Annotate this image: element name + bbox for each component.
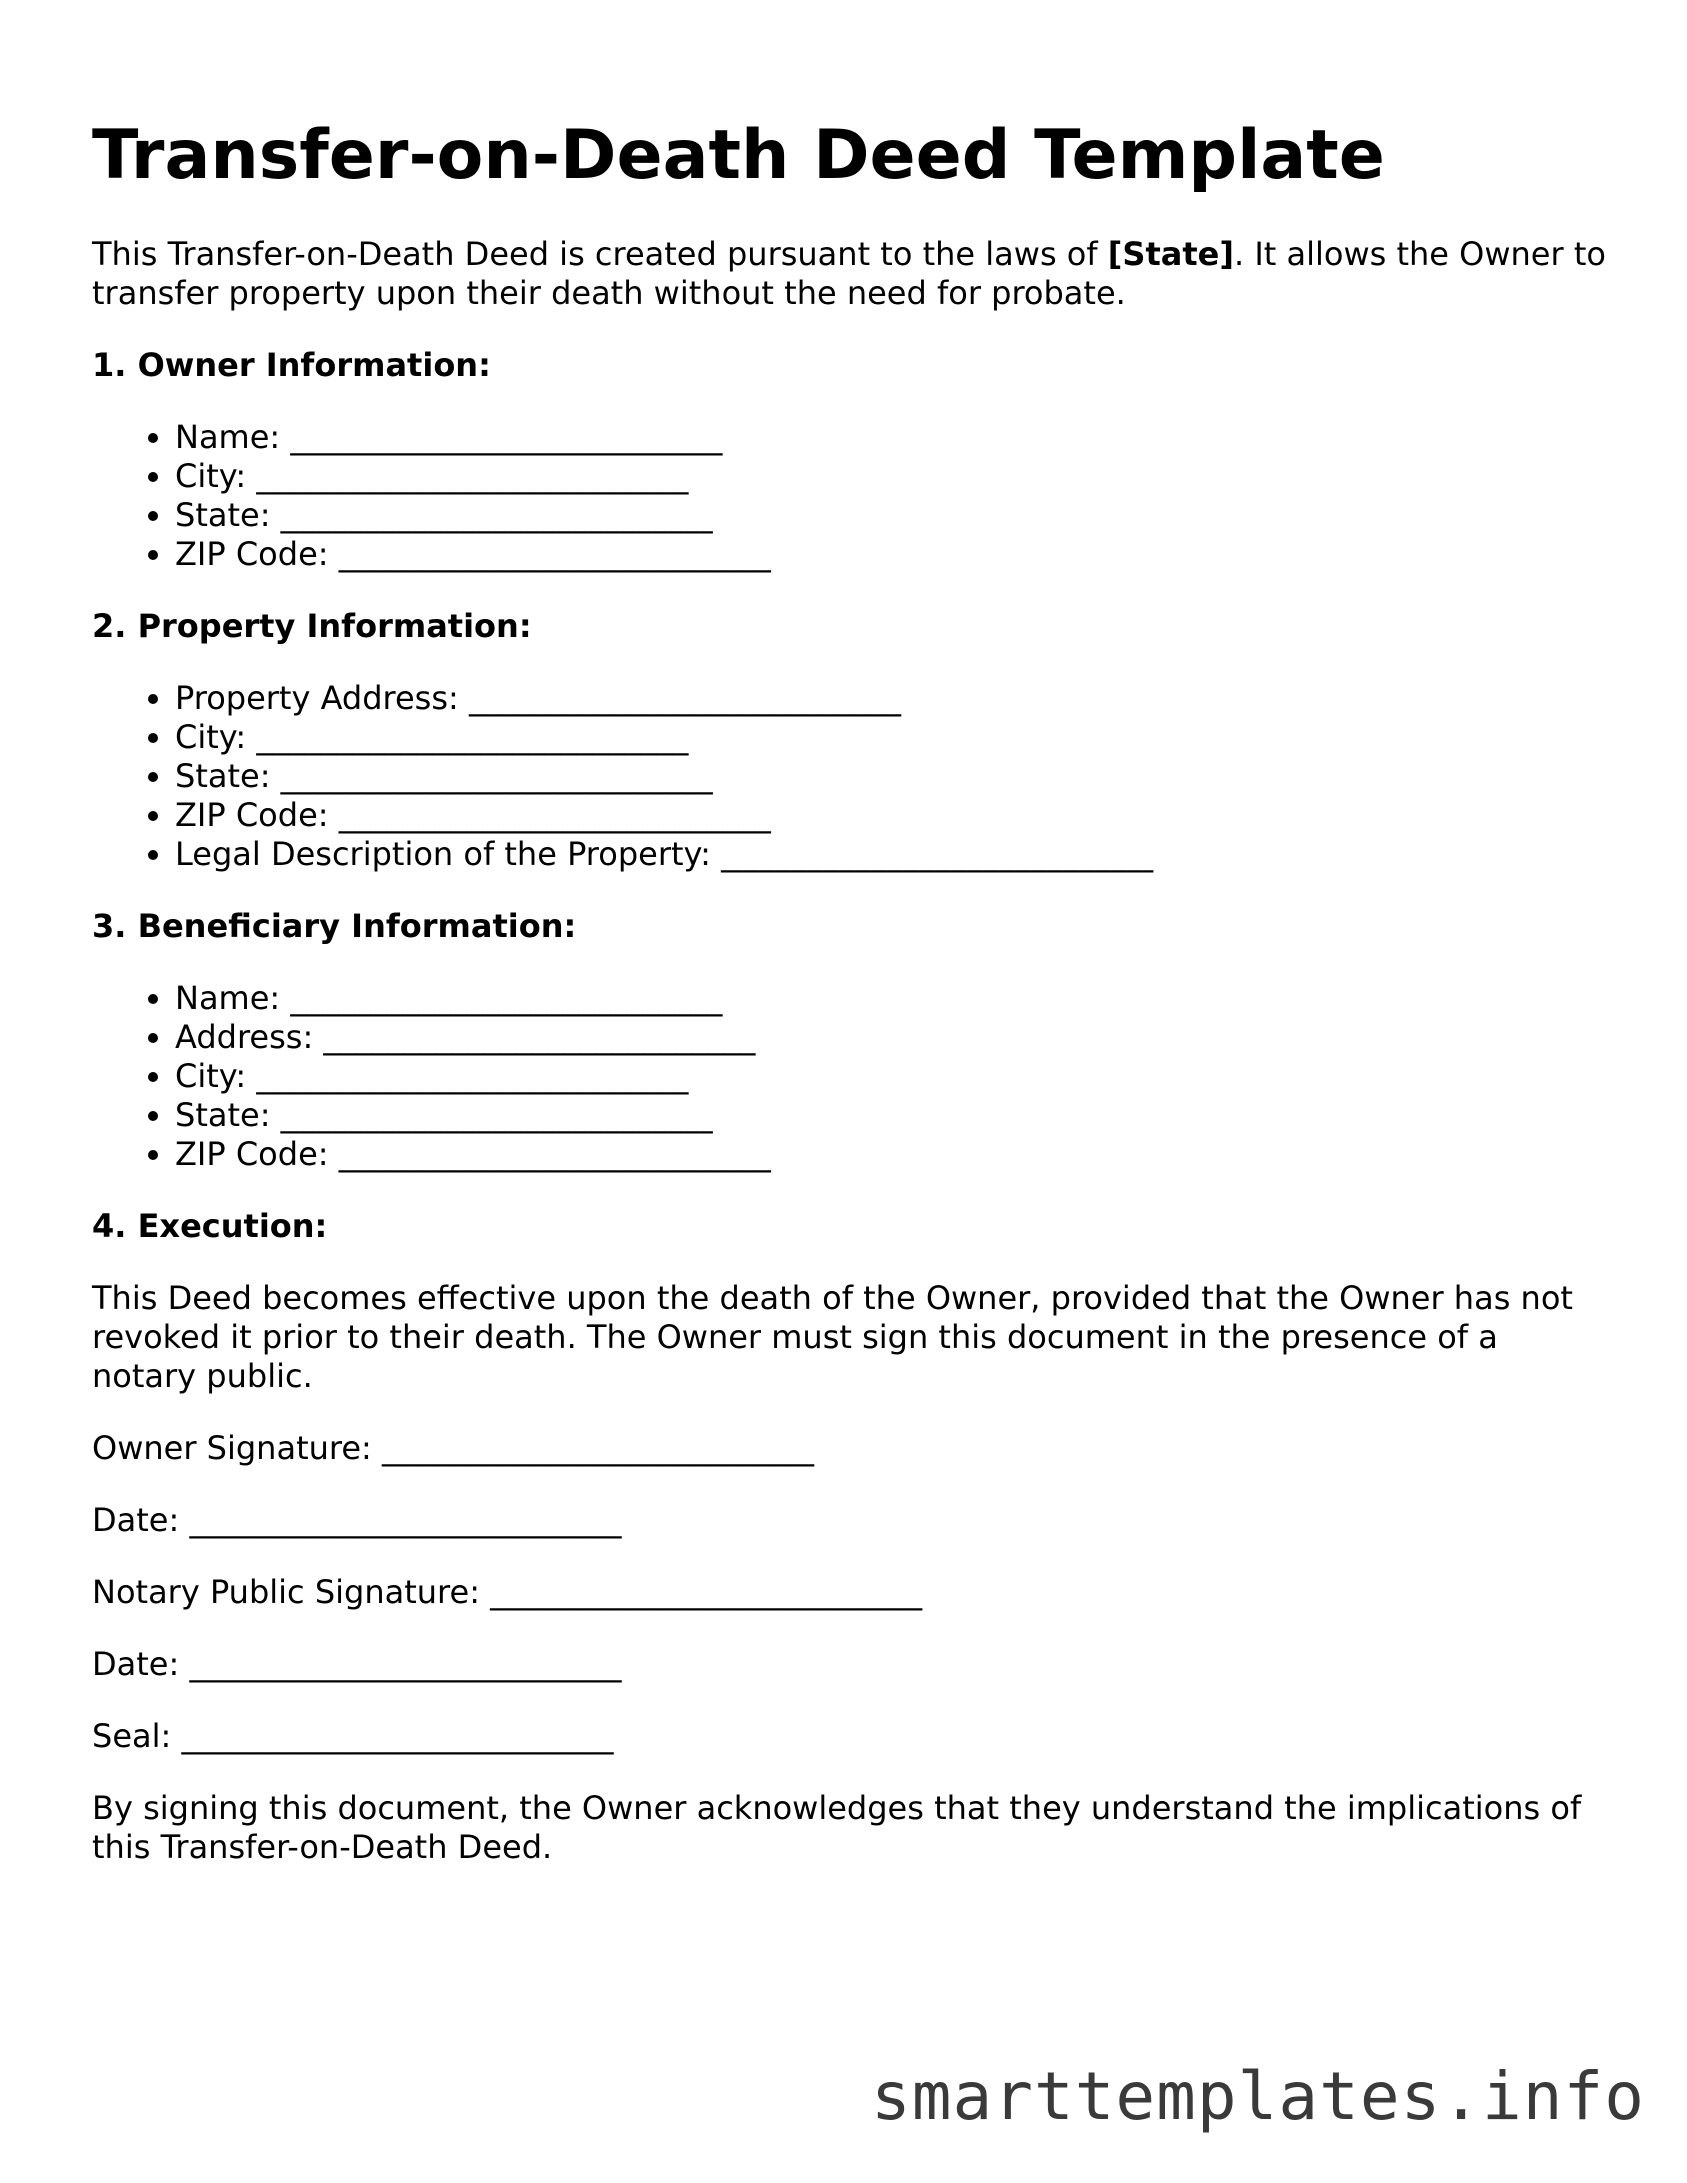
field-label: State: bbox=[175, 496, 271, 534]
owner-signature-field bbox=[92, 1429, 1612, 1468]
owner-zip-field bbox=[175, 535, 1612, 574]
owner-state-field bbox=[175, 496, 1612, 535]
intro-text-after: . It allows the Owner to transfer property upon their death without the need for probate. bbox=[92, 235, 1606, 312]
field-label: State: bbox=[175, 1096, 271, 1134]
field-label: Legal Description of the Property: bbox=[175, 835, 711, 873]
blank-line: ___________________________ bbox=[189, 1645, 622, 1683]
property-address-field bbox=[175, 679, 1612, 718]
blank-line: ___________________________ bbox=[290, 418, 723, 456]
blank-line: ___________________________ bbox=[256, 1057, 689, 1095]
blank-line: ___________________________ bbox=[256, 718, 689, 756]
blank-line: ___________________________ bbox=[323, 1018, 756, 1056]
field-label: City: bbox=[175, 718, 247, 756]
blank-line: ___________________________ bbox=[181, 1717, 614, 1755]
watermark: smarttemplates.info bbox=[871, 2058, 1645, 2135]
blank-line: ___________________________ bbox=[338, 1135, 771, 1173]
field-label: ZIP Code: bbox=[175, 796, 329, 834]
seal-field bbox=[92, 1717, 1612, 1756]
beneficiary-zip-field bbox=[175, 1135, 1612, 1174]
owner-city-field bbox=[175, 457, 1612, 496]
field-label: Address: bbox=[175, 1018, 314, 1056]
blank-line: ___________________________ bbox=[290, 979, 723, 1017]
intro-state-placeholder: [State] bbox=[1107, 235, 1234, 273]
field-label: Name: bbox=[175, 418, 281, 456]
property-state-field bbox=[175, 757, 1612, 796]
document-page bbox=[92, 115, 1612, 1867]
page-title: Transfer-on-Death Deed Template bbox=[92, 116, 1385, 195]
blank-line: ___________________________ bbox=[189, 1501, 622, 1539]
owner-field-list bbox=[92, 418, 1612, 574]
intro-paragraph bbox=[92, 235, 1612, 313]
closing-paragraph: By signing this document, the Owner acknowledges that they understand the implications of this Transfer-on-Death Deed. bbox=[92, 1789, 1582, 1866]
beneficiary-field-list bbox=[92, 979, 1612, 1174]
blank-line: ___________________________ bbox=[338, 796, 771, 834]
field-label: City: bbox=[175, 1057, 247, 1095]
blank-line: ___________________________ bbox=[468, 679, 901, 717]
field-label: Date: bbox=[92, 1645, 180, 1683]
blank-line: ___________________________ bbox=[490, 1573, 923, 1611]
blank-line: ___________________________ bbox=[338, 535, 771, 573]
field-label: Owner Signature: bbox=[92, 1429, 372, 1467]
blank-line: ___________________________ bbox=[280, 757, 713, 795]
beneficiary-city-field bbox=[175, 1057, 1612, 1096]
property-legal-description-field bbox=[175, 835, 1612, 874]
blank-line: ___________________________ bbox=[256, 457, 689, 495]
blank-line: ___________________________ bbox=[280, 1096, 713, 1134]
field-label: Property Address: bbox=[175, 679, 459, 717]
field-label: Notary Public Signature: bbox=[92, 1573, 480, 1611]
owner-date-field bbox=[92, 1501, 1612, 1540]
property-section-heading: 2. Property Information: bbox=[92, 607, 532, 645]
property-zip-field bbox=[175, 796, 1612, 835]
field-label: Seal: bbox=[92, 1717, 172, 1755]
field-label: Date: bbox=[92, 1501, 180, 1539]
field-label: State: bbox=[175, 757, 271, 795]
property-field-list bbox=[92, 679, 1612, 874]
field-label: ZIP Code: bbox=[175, 1135, 329, 1173]
beneficiary-state-field bbox=[175, 1096, 1612, 1135]
beneficiary-name-field bbox=[175, 979, 1612, 1018]
intro-text-before: This Transfer-on-Death Deed is created pursuant to the laws of bbox=[92, 235, 1108, 273]
beneficiary-address-field bbox=[175, 1018, 1612, 1057]
blank-line: ___________________________ bbox=[721, 835, 1154, 873]
field-label: ZIP Code: bbox=[175, 535, 329, 573]
notary-date-field bbox=[92, 1645, 1612, 1684]
owner-name-field bbox=[175, 418, 1612, 457]
blank-line: ___________________________ bbox=[381, 1429, 814, 1467]
beneficiary-section-heading: 3. Beneficiary Information: bbox=[92, 907, 577, 945]
blank-line: ___________________________ bbox=[280, 496, 713, 534]
field-label: Name: bbox=[175, 979, 281, 1017]
execution-section-heading: 4. Execution: bbox=[92, 1207, 328, 1245]
owner-section-heading: 1. Owner Information: bbox=[92, 346, 491, 384]
execution-paragraph: This Deed becomes effective upon the death of the Owner, provided that the Owner has not revoked it prior to their death. The Owner must sign this document in the presence of a notary public. bbox=[92, 1279, 1573, 1395]
field-label: City: bbox=[175, 457, 247, 495]
notary-signature-field bbox=[92, 1573, 1612, 1612]
property-city-field bbox=[175, 718, 1612, 757]
